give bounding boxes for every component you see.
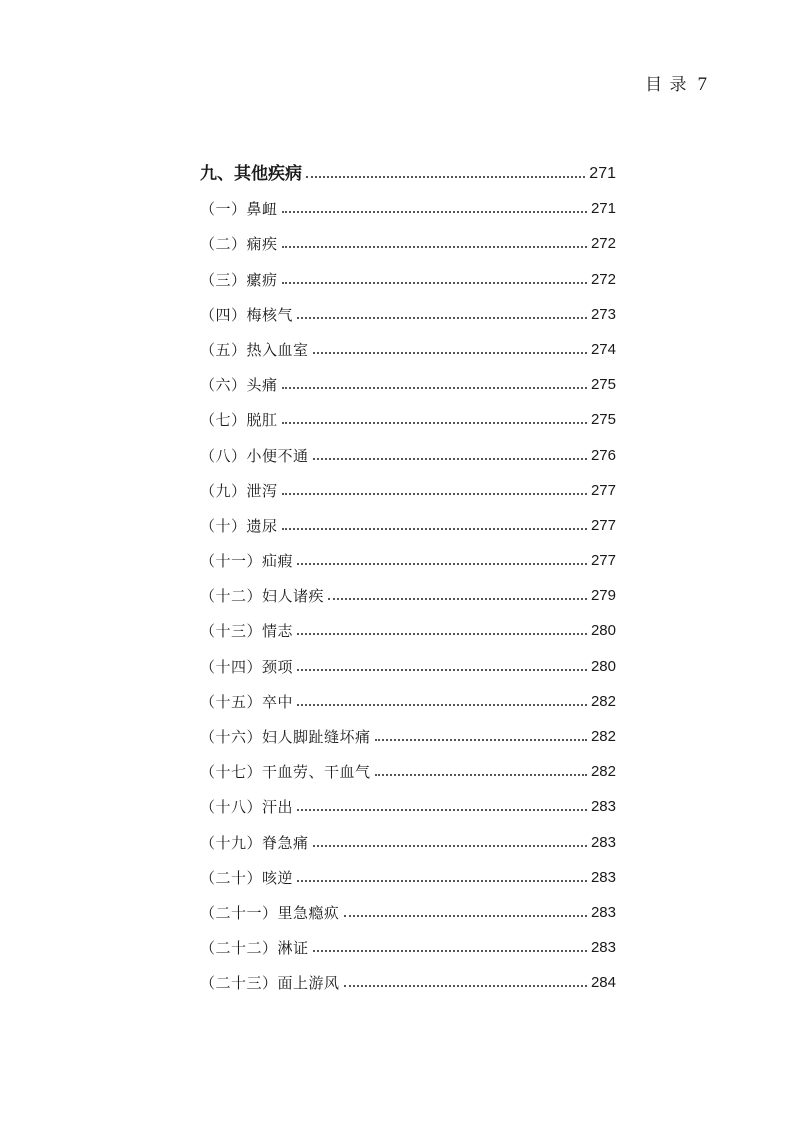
toc-entry-title: （十一）疝瘕 xyxy=(200,552,294,571)
table-of-contents xyxy=(200,150,616,993)
toc-entry xyxy=(200,325,616,360)
toc-entry xyxy=(200,782,616,817)
toc-entry xyxy=(200,184,616,219)
toc-entry xyxy=(200,430,616,465)
toc-entry-page: 284 xyxy=(590,974,616,992)
toc-entry-page: 272 xyxy=(590,270,616,288)
toc-entry-page: 275 xyxy=(590,411,616,429)
toc-entry-title: （二十一）里急瘾疭 xyxy=(200,903,340,922)
dot-leader xyxy=(313,352,587,354)
toc-entry xyxy=(200,641,616,676)
toc-entry-title: （四）梅核气 xyxy=(200,305,294,324)
toc-entry-title: （六）头痛 xyxy=(200,376,278,395)
toc-entry-page: 277 xyxy=(590,516,616,534)
toc-entry-page: 271 xyxy=(590,200,616,218)
dot-leader xyxy=(313,950,587,952)
running-head-section: 目 录 xyxy=(645,75,688,95)
toc-entry xyxy=(200,501,616,536)
dot-leader xyxy=(282,387,587,389)
toc-entry xyxy=(200,360,616,395)
toc-entry-title: （三）瘰疬 xyxy=(200,270,278,289)
dot-leader xyxy=(282,422,587,424)
dot-leader xyxy=(297,704,587,706)
toc-entry-page: 277 xyxy=(590,552,616,570)
toc-entry xyxy=(200,254,616,289)
toc-entry xyxy=(200,958,616,993)
toc-entry-page: 277 xyxy=(590,481,616,499)
toc-entry xyxy=(200,853,616,888)
toc-entry-page: 282 xyxy=(590,728,616,745)
toc-entry-title: （十八）汗出 xyxy=(200,798,294,817)
dot-leader xyxy=(375,774,587,776)
dot-leader xyxy=(306,176,585,178)
dot-leader xyxy=(297,880,587,882)
toc-entry xyxy=(200,219,616,254)
toc-entry-title: （十四）颈项 xyxy=(200,657,294,676)
dot-leader xyxy=(282,528,587,530)
toc-heading xyxy=(200,150,616,184)
toc-entry-title: （十三）情志 xyxy=(200,622,294,641)
toc-heading-title: 九、其他疾病 xyxy=(200,164,302,184)
running-head xyxy=(645,70,708,96)
toc-entry xyxy=(200,395,616,430)
toc-entry xyxy=(200,606,616,641)
toc-entry-page: 283 xyxy=(590,939,616,957)
dot-leader xyxy=(344,915,587,917)
toc-entry-title: （十五）卒中 xyxy=(200,692,294,711)
dot-leader xyxy=(282,211,587,213)
toc-entry xyxy=(200,466,616,501)
toc-entry-title: （五）热入血室 xyxy=(200,340,309,359)
toc-entry xyxy=(200,571,616,606)
toc-entry xyxy=(200,747,616,782)
toc-entry-page: 272 xyxy=(590,235,616,253)
dot-leader xyxy=(297,563,587,565)
toc-entry-title: （二）痫疾 xyxy=(200,235,278,254)
toc-entry-title: （八）小便不通 xyxy=(200,446,309,465)
dot-leader xyxy=(297,317,587,319)
toc-entry xyxy=(200,712,616,747)
toc-entry xyxy=(200,677,616,712)
dot-leader xyxy=(282,282,587,284)
toc-entry-title: （二十二）淋证 xyxy=(200,939,309,958)
dot-leader xyxy=(297,633,587,635)
toc-entry-page: 273 xyxy=(590,305,616,323)
toc-entry xyxy=(200,817,616,852)
dot-leader xyxy=(313,845,587,847)
toc-entry-page: 275 xyxy=(590,376,616,394)
toc-entry xyxy=(200,888,616,923)
toc-entry-page: 282 xyxy=(590,763,616,781)
dot-leader xyxy=(297,809,587,811)
dot-leader xyxy=(313,458,587,460)
toc-entry-page: 279 xyxy=(590,587,616,605)
toc-entry xyxy=(200,290,616,325)
toc-entry-title: （十六）妇人脚趾缝坏痛 xyxy=(200,728,371,746)
dot-leader xyxy=(375,739,587,741)
dot-leader xyxy=(282,493,587,495)
toc-entry-title: （七）脱肛 xyxy=(200,411,278,430)
toc-entry-title: （十二）妇人诸疾 xyxy=(200,587,325,606)
toc-entry-page: 280 xyxy=(590,622,616,640)
dot-leader xyxy=(344,985,587,987)
toc-entry-page: 274 xyxy=(590,340,616,358)
toc-entry-page: 280 xyxy=(590,657,616,675)
dot-leader xyxy=(282,246,587,248)
toc-entry-title: （二十）咳逆 xyxy=(200,868,294,887)
toc-entry-title: （十九）脊急痛 xyxy=(200,833,309,852)
toc-entry-title: （九）泄泻 xyxy=(200,481,278,500)
toc-entry-page: 282 xyxy=(590,692,616,710)
toc-entry-title: （十）遗尿 xyxy=(200,516,278,535)
toc-entry-page: 283 xyxy=(590,868,616,886)
toc-entry-page: 276 xyxy=(590,446,616,464)
toc-entry-page: 283 xyxy=(590,903,616,921)
page-number: 7 xyxy=(697,74,708,95)
toc-entry-title: （一）鼻衄 xyxy=(200,200,278,219)
toc-entry-title: （二十三）面上游风 xyxy=(200,974,340,993)
toc-entry xyxy=(200,923,616,958)
toc-entry-page: 283 xyxy=(590,833,616,851)
dot-leader xyxy=(297,669,587,671)
toc-entry-title: （十七）干血劳、干血气 xyxy=(200,763,371,782)
toc-entry-page: 283 xyxy=(590,798,616,816)
dot-leader xyxy=(328,598,587,600)
toc-entry xyxy=(200,536,616,571)
toc-heading-page: 271 xyxy=(589,165,616,182)
